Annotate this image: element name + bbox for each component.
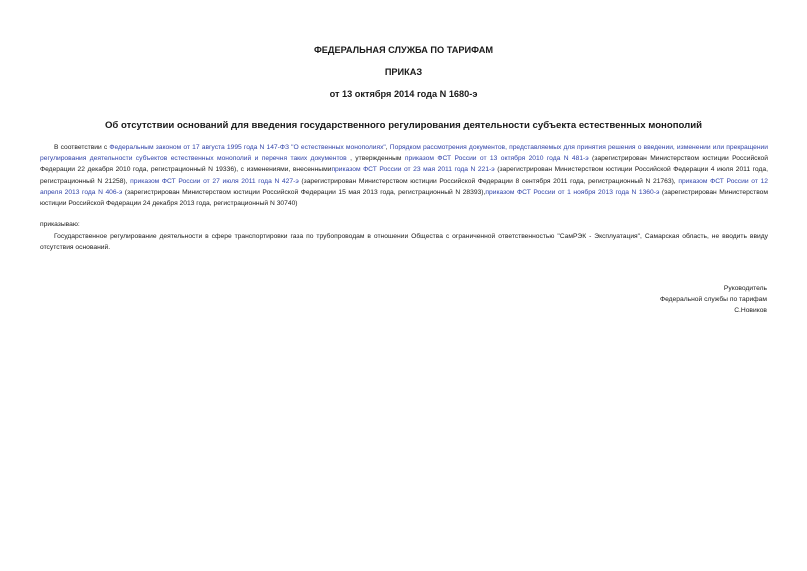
preamble-text: (зарегистрирован Министерством юстиции Российской Федерации 8 сентября 2011 года, регистрационный N 21763),: [298, 177, 679, 185]
link-order-221[interactable]: приказом ФСТ России от 23 мая 2011 года N 221-э: [331, 166, 495, 174]
link-federal-law[interactable]: Федеральным законом от 17 августа 1995 года N 147-ФЗ "О естественных монополиях": [109, 144, 386, 151]
link-order-406[interactable]: приказом ФСТ России от 12 апреля 2013 года N 406-э: [40, 177, 768, 196]
preamble-text: (зарегистрирован Министерством юстиции Российской Федерации 24 декабря 2013 года, регистрационный N 30740): [40, 188, 768, 208]
signature-block: [660, 283, 767, 317]
preamble-paragraph: [40, 142, 768, 209]
document-subject: Об отсутствии оснований для введения государственного регулирования деятельности субъекта естественных монополий: [104, 120, 703, 131]
signatory-organization: Федеральной службы по тарифам: [660, 296, 767, 304]
document-date-number: от 13 октября 2014 года N 1680-э: [329, 89, 478, 99]
preamble-text: , утвержденным: [346, 155, 405, 163]
document-type: ПРИКАЗ: [384, 67, 423, 77]
decision-paragraph: Государственное регулирование деятельности в сфере транспортировки газа по трубопроводам в отношении Общества с ограниченной ответственностью "СамРЭК - Эксплуатация", Самарская область, не вводить ввиду отсутствия оснований.: [40, 233, 768, 252]
link-order-427[interactable]: приказом ФСТ России от 27 июля 2011 года N 427-э: [130, 177, 299, 185]
preamble-text: (зарегистрирован Министерством юстиции Российской Федерации 4 июля 2011 года, регистрационный N 21258),: [40, 166, 768, 185]
link-order-481[interactable]: приказом ФСТ России от 13 октября 2010 года N 481-э: [404, 155, 589, 163]
signatory-position: Руководитель: [723, 285, 767, 292]
link-order-1360[interactable]: приказом ФСТ России от 1 ноября 2013 года N 1360-э: [485, 188, 660, 196]
ordered-label: приказываю:: [40, 221, 80, 228]
preamble-text: ,: [385, 144, 390, 151]
preamble-text: В соответствии с: [54, 144, 110, 151]
preamble-text: (зарегистрирован Министерством юстиции Российской Федерации 15 мая 2013 года, регистрационный N 28393),: [122, 188, 486, 196]
agency-title: ФЕДЕРАЛЬНАЯ СЛУЖБА ПО ТАРИФАМ: [313, 45, 494, 55]
preamble-text: (зарегистрирован Министерством юстиции Российской Федерации 22 декабря 2010 года, регистрационный N 19336), с изменениями, внесенными: [40, 155, 768, 174]
signatory-name: С.Новиков: [734, 307, 767, 315]
link-review-procedure[interactable]: Порядком рассмотрения документов, представляемых для принятия решения о введении, изменении или прекращении регулирования деятельности субъектов естественных монополий и перечня таких документов: [40, 144, 769, 163]
